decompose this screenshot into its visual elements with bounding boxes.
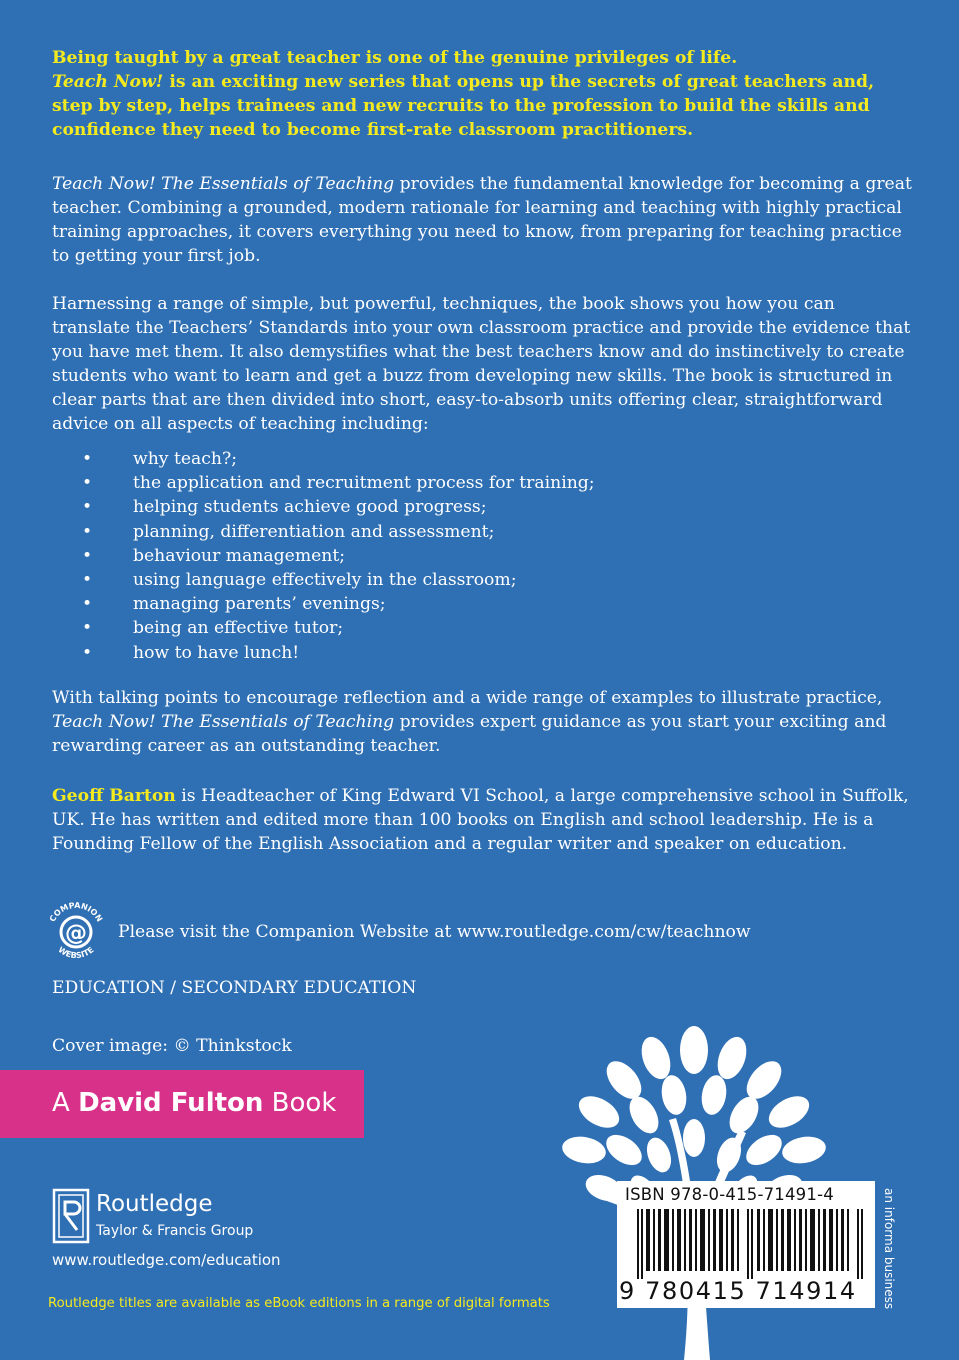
informa-label-container bbox=[880, 1188, 900, 1308]
companion-website-text: Please visit the Companion Website at www.routledge.com/cw/teachnow bbox=[118, 922, 751, 942]
list-item: • managing parents’ evenings; bbox=[82, 592, 782, 616]
bullet-icon: • bbox=[82, 545, 93, 566]
barcode-icon bbox=[637, 1209, 865, 1279]
svg-text:@: @ bbox=[65, 921, 87, 946]
bullet-icon: • bbox=[82, 521, 93, 542]
list-item: • being an effective tutor; bbox=[82, 616, 782, 640]
list-item: • using language effectively in the classroom; bbox=[82, 568, 782, 592]
description-paragraph-2: Harnessing a range of simple, but powerful, techniques, the book shows you how you can translate the Teachers’ Standards into your own classroom practice and provide the evidence that you have met them. It also demystifies what the best teachers know and do instinctively to create students who want to learn and get a buzz from developing new skills. The book is structured in clear parts that are then divided into short, easy-to-absorb units offering clear, straightforward advice on all aspects of teaching including: bbox=[52, 294, 911, 434]
informa-label: an informa business bbox=[882, 1188, 896, 1310]
bullet-icon: • bbox=[82, 473, 93, 494]
series-title: Teach Now! bbox=[52, 72, 164, 92]
subject-category: EDUCATION / SECONDARY EDUCATION bbox=[52, 978, 417, 998]
imprint-label: A David Fulton Book bbox=[52, 1088, 337, 1118]
list-item: • the application and recruitment process for training; bbox=[82, 471, 782, 495]
imprint-name: David Fulton bbox=[78, 1088, 264, 1118]
list-item: • helping students achieve good progress; bbox=[82, 495, 782, 519]
intro-line-1: Being taught by a great teacher is one of the genuine privileges of life. bbox=[52, 48, 738, 68]
description-paragraph-1 bbox=[52, 172, 912, 268]
bullet-icon: • bbox=[82, 618, 93, 639]
publisher-url: www.routledge.com/education bbox=[52, 1251, 281, 1269]
isbn-barcode bbox=[617, 1181, 875, 1308]
description-text-1: provides the fundamental knowledge for becoming a great teacher. Combining a grounded, modern rationale for learning and teaching with highly practical training approaches, it covers everything you need to know, from preparing for teaching practice to getting your first job. bbox=[52, 174, 912, 266]
author-name: Geoff Barton bbox=[52, 786, 176, 806]
bullet-icon: • bbox=[82, 570, 93, 591]
svg-text:WEBSITE: WEBSITE bbox=[56, 945, 96, 960]
description-paragraph-3: With talking points to encourage reflection and a wide range of examples to illustrate practice, Teach Now! The Essentials of Teaching provides expert guidance as you start your exciting and rewarding career as an outstanding teacher. bbox=[52, 688, 887, 756]
book-title: Teach Now! The Essentials of Teaching bbox=[52, 174, 395, 194]
intro-paragraph bbox=[52, 46, 912, 142]
bullet-icon: • bbox=[82, 594, 93, 615]
routledge-logo-icon bbox=[52, 1188, 90, 1244]
publisher-name: Routledge bbox=[96, 1191, 213, 1217]
bullet-icon: • bbox=[82, 642, 93, 663]
list-item: • why teach?; bbox=[82, 447, 782, 471]
cover-credit: Cover image: © Thinkstock bbox=[52, 1036, 292, 1056]
topic-list bbox=[82, 447, 782, 665]
author-bio-text: is Headteacher of King Edward VI School, a large comprehensive school in Suffolk, UK. He has written and edited more than 100 books on English and school leadership. He is a Founding Fellow of the English Association and a regular writer and speaker on education. bbox=[52, 786, 909, 854]
list-item: • planning, differentiation and assessment; bbox=[82, 520, 782, 544]
companion-website-icon bbox=[40, 898, 116, 960]
list-item: • how to have lunch! bbox=[82, 641, 782, 665]
bullet-icon: • bbox=[82, 449, 93, 469]
isbn-label: ISBN 978-0-415-71491-4 bbox=[625, 1185, 834, 1204]
list-item: • behaviour management; bbox=[82, 544, 782, 568]
isbn-digits: 9 780415 714914 bbox=[619, 1277, 857, 1305]
ebook-note: Routledge titles are available as eBook editions in a range of digital formats bbox=[48, 1296, 550, 1311]
publisher-group: Taylor & Francis Group bbox=[96, 1223, 254, 1239]
svg-text:COMPANION: COMPANION bbox=[47, 900, 105, 924]
bullet-icon: • bbox=[82, 497, 93, 518]
book-title: Teach Now! The Essentials of Teaching bbox=[52, 712, 395, 732]
author-bio bbox=[52, 784, 912, 856]
intro-line-2: is an exciting new series that opens up the secrets of great teachers and, step by step, helps trainees and new recruits to the profession to build the skills and confidence they need to become first-rate classroom practitioners. bbox=[52, 72, 875, 140]
